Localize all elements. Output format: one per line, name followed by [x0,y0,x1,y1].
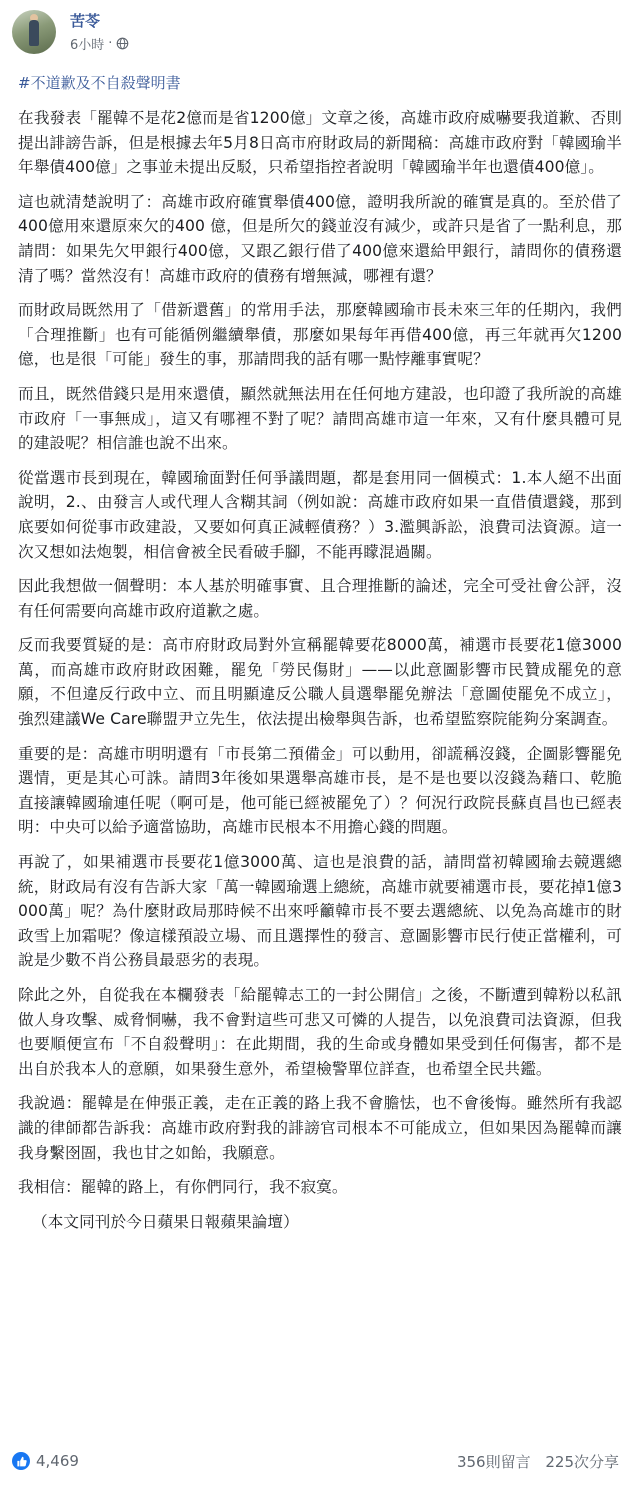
reactions-count[interactable]: 4,469 [36,1452,79,1470]
post-paragraph: 從當選市長到現在，韓國瑜面對任何爭議問題，都是套用同一個模式：1.本人絕不出面說明，2.、由發言人或代理人含糊其詞（例如說：高雄市政府如果一直借債還錢，那到底要如何從事市政建設，又要如何真正減輕債務？）3.濫興訴訟，浪費司法資源。這一次又想如法炮製，相信會被全民看破手腳，不能再矇混過關。 [18,468,622,561]
avatar-figure-body [29,20,39,46]
shares-count[interactable]: 225次分享 [545,1452,619,1471]
post-hashtag[interactable]: #不道歉及不自殺聲明書 [18,74,181,92]
author-avatar[interactable] [12,10,56,54]
post-paragraph: 因此我想做一個聲明：本人基於明確事實、且合理推斷的論述，完全可受社會公評，沒有任何需要向高雄市政府道歉之處。 [18,577,622,620]
post-paragraph: 我說過：罷韓是在伸張正義，走在正義的路上我不會膽怯，也不會後悔。雖然所有我認識的律師都告訴我：高雄市政府對我的誹謗官司根本不可能成立，但如果因為罷韓而讓我身繫囹圄，我也甘之如飴，我願意。 [18,1094,622,1162]
author-name[interactable]: 苦苓 [70,12,101,30]
comments-count[interactable]: 356則留言 [456,1452,531,1471]
post-time-row [70,34,129,53]
like-icon [12,1452,30,1470]
time-separator: · [108,36,113,51]
post-paragraph: 再說了，如果補選市長要花1億3000萬、這也是浪費的話，請問當初韓國瑜去競選總統，財政局有沒有告訴大家「萬一韓國瑜選上總統，高雄市就要補選市長，要花掉1億3000萬」呢？為什麼財政局那時候不出來呼籲韓市長不要去選總統、以免為高雄市的財政雪上加霜呢？像這樣預設立場、而且選擇性的發言、意圖影響市民行使正當權利，可說是少數不肖公務員最惡劣的表現。 [18,853,622,970]
reactions-summary[interactable] [12,1452,79,1470]
post-meta [70,11,129,53]
post-paragraph: 而且，既然借錢只是用來還債，顯然就無法用在任何地方建設，也印證了我所說的高雄市政府「一事無成」，這又有哪裡不對了呢？請問高雄市這一年來，又有什麼具體可見的建設呢？相信誰也說不出來。 [18,384,622,453]
post-header [12,6,129,58]
post-footer [12,1446,619,1476]
post-paragraph: 反而我要質疑的是：高市府財政局對外宣稱罷韓要花8000萬，補選市長要花1億3000萬，而高雄市政府財政困難，罷免「勞民傷財」——以此意圖影響市民贊成罷免的意願，不但違反行政中立、而且明顯違反公職人員選舉罷免辦法「意圖使罷免不成立」，強烈建議We Care聯盟尹立先生，依法提出檢舉與告訴，也希望監察院能夠分案調查。 [18,636,622,729]
post-paragraph: 除此之外，自從我在本欄發表「給罷韓志工的一封公開信」之後，不斷遭到韓粉以私訊做人身攻擊、威脅恫嚇，我不會對這些可悲又可憐的人提告，以免浪費司法資源，但我也要順便宣布「不自殺聲明」：在此期間，我的生命或身體如果受到任何傷害，都不是出自於我本人的意願，如果發生意外，希望檢警單位詳查，也希望全民共鑑。 [18,986,622,1078]
post-paragraph: 我相信：罷韓的路上，有你們同行，我不寂寞。 [18,1178,348,1197]
post-paragraph-source-note: （本文同刊於今日蘋果日報蘋果論壇） [32,1212,299,1231]
globe-icon[interactable] [116,37,129,50]
post-paragraph: 而財政局既然用了「借新還舊」的常用手法，那麼韓國瑜市長未來三年的任期內，我們「合理推斷」也有可能循例繼續舉債，那麼如果每年再借400億，再三年就再欠1200億，也是很「可能」發生的事，那請問我的話有哪一點悖離事實呢？ [18,301,622,369]
post-paragraph: 在我發表「罷韓不是花2億而是省1200億」文章之後，高雄市政府威嚇要我道歉、否則提出誹謗告訴，但是根據去年5月8日高市府財政局的新聞稿：高雄市政府對「韓國瑜半年舉債400億」之事並未提出反駁，只希望指控者說明「韓國瑜半年也還債400億」。 [18,109,622,177]
post-paragraph: 重要的是：高雄市明明還有「市長第二預備金」可以動用，卻謊稱沒錢，企圖影響罷免選情，更是其心可誅。請問3年後如果選舉高雄市長，是不是也要以沒錢為藉口、乾脆直接讓韓國瑜連任呢（啊可是，他可能已經被罷免了）？何況行政院長蘇貞昌也已經表明：中央可以給予適當協助，高雄市民根本不用擔心錢的問題。 [18,744,622,837]
post-paragraph: 這也就清楚說明了：高雄市政府確實舉債400億，證明我所說的確實是真的。至於借了400億用來還原來欠的400 億，但是所欠的錢並沒有減少，或許只是省了一點利息，那請問：如果先欠甲銀行400億，又跟乙銀行借了400億來還給甲銀行，請問你的債務還清了嗎？當然沒有！高雄市政府的債務有增無減，哪裡有還？ [18,192,622,285]
post-body [18,106,622,1244]
post-timestamp[interactable]: 6小時 [70,38,105,53]
engagement-counts [447,1451,619,1472]
